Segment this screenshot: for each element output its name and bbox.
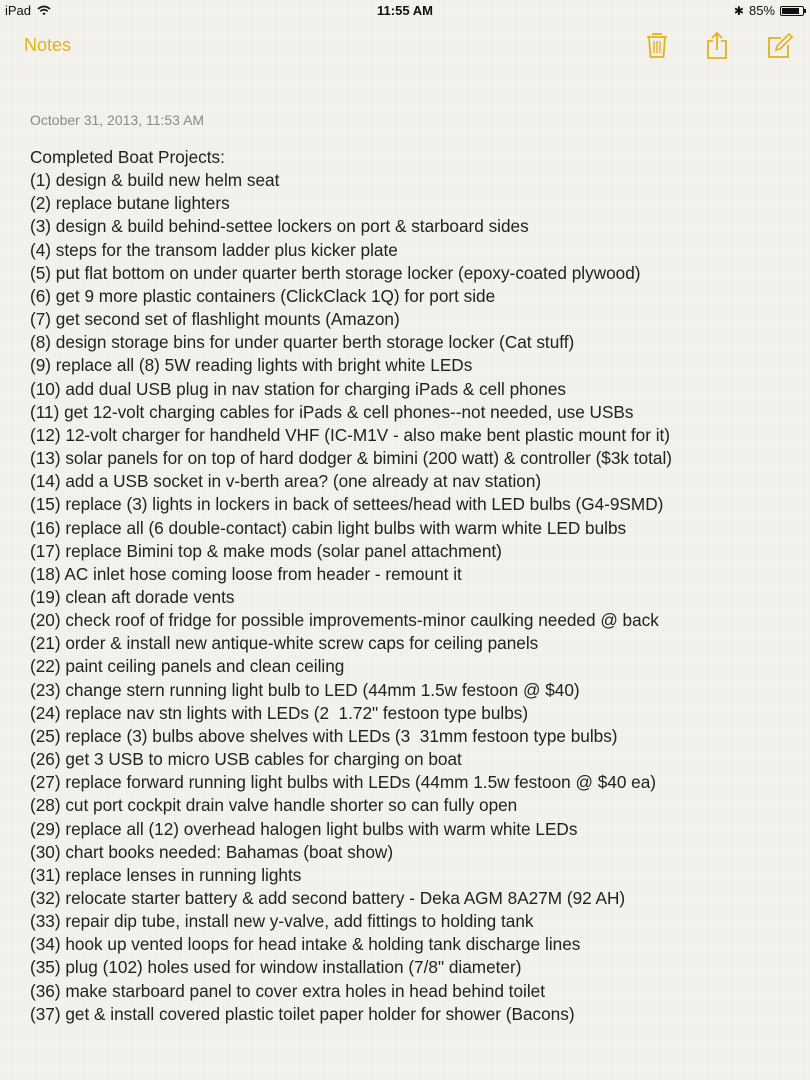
note-line: (28) cut port cockpit drain valve handle shorter so can fully open (30, 795, 518, 816)
note-line: (27) replace forward running light bulbs with LEDs (44mm 1.5w festoon @ $40 ea) (30, 772, 657, 793)
status-bar (0, 0, 810, 22)
note-line: (11) get 12-volt charging cables for iPads & cell phones--not needed, use USBs (30, 401, 634, 422)
notes-back-button[interactable]: Notes (24, 35, 72, 55)
compose-icon[interactable] (766, 30, 794, 60)
note-line: (14) add a USB socket in v-berth area? (one already at nav station) (30, 471, 542, 492)
note-line: (21) order & install new antique-white screw caps for ceiling panels (30, 633, 539, 654)
note-line: (8) design storage bins for under quarter berth storage locker (Cat stuff) (30, 332, 575, 353)
note-line: (10) add dual USB plug in nav station for charging iPads & cell phones (30, 378, 567, 399)
bluetooth-icon: ✱ (733, 3, 744, 18)
note-line: (7) get second set of flashlight mounts (Amazon) (30, 309, 400, 330)
navigation-bar (0, 22, 810, 70)
device-name: iPad (5, 3, 32, 18)
note-line: (23) change stern running light bulb to LED (44mm 1.5w festoon @ $40) (30, 679, 580, 700)
note-line: (9) replace all (8) 5W reading lights with bright white LEDs (30, 355, 473, 376)
status-time: 11:55 AM (377, 3, 433, 18)
note-body[interactable] (30, 146, 800, 1026)
note-line: (31) replace lenses in running lights (30, 864, 302, 885)
note-line: (29) replace all (12) overhead halogen light bulbs with warm white LEDs (30, 818, 578, 839)
battery-icon (780, 6, 804, 16)
trash-icon[interactable] (643, 30, 671, 60)
battery-percent: 85% (748, 3, 775, 18)
note-line: (19) clean aft dorade vents (30, 586, 235, 607)
note-line: (20) check roof of fridge for possible improvements-minor caulking needed @ back (30, 610, 659, 631)
note-line: (6) get 9 more plastic containers (ClickClack 1Q) for port side (30, 285, 496, 306)
note-line: (4) steps for the transom ladder plus kicker plate (30, 239, 398, 260)
note-line: (17) replace Bimini top & make mods (solar panel attachment) (30, 540, 502, 561)
share-icon[interactable] (703, 30, 731, 60)
note-heading: Completed Boat Projects: (30, 147, 225, 167)
note-line: (15) replace (3) lights in lockers in back of settees/head with LED bulbs (G4-9SMD) (30, 494, 664, 515)
note-line: (13) solar panels for on top of hard dodger & bimini (200 watt) & controller ($3k total) (30, 448, 672, 469)
note-line: (1) design & build new helm seat (30, 170, 280, 191)
note-line: (12) 12-volt charger for handheld VHF (IC-M1V - also make bent plastic mount for it) (30, 424, 671, 445)
note-line: (37) get & install covered plastic toilet paper holder for shower (Bacons) (30, 1003, 575, 1024)
status-right (734, 3, 804, 18)
note-line: (22) paint ceiling panels and clean ceiling (30, 656, 345, 677)
note-line: (16) replace all (6 double-contact) cabin light bulbs with warm white LED bulbs (30, 517, 627, 538)
note-date: October 31, 2013, 11:53 AM (30, 112, 205, 128)
note-line: (3) design & build behind-settee lockers on port & starboard sides (30, 216, 529, 237)
note-line: (5) put flat bottom on under quarter berth storage locker (epoxy-coated plywood) (30, 262, 641, 283)
note-line: (34) hook up vented loops for head intake & holding tank discharge lines (30, 934, 581, 955)
note-line: (18) AC inlet hose coming loose from header - remount it (30, 563, 462, 584)
note-line: (24) replace nav stn lights with LEDs (2 1.72" festoon type bulbs) (30, 702, 529, 723)
note-line: (36) make starboard panel to cover extra holes in head behind toilet (30, 980, 545, 1001)
note-line: (35) plug (102) holes used for window installation (7/8" diameter) (30, 957, 522, 978)
note-line: (25) replace (3) bulbs above shelves with LEDs (3 31mm festoon type bulbs) (30, 725, 618, 746)
note-line: (30) chart books needed: Bahamas (boat show) (30, 841, 394, 862)
note-line: (26) get 3 USB to micro USB cables for charging on boat (30, 749, 462, 770)
note-line: (2) replace butane lighters (30, 193, 230, 214)
note-line: (33) repair dip tube, install new y-valve, add fittings to holding tank (30, 911, 534, 932)
note-line: (32) relocate starter battery & add second battery - Deka AGM 8A27M (92 AH) (30, 888, 626, 908)
battery-level (782, 8, 799, 14)
